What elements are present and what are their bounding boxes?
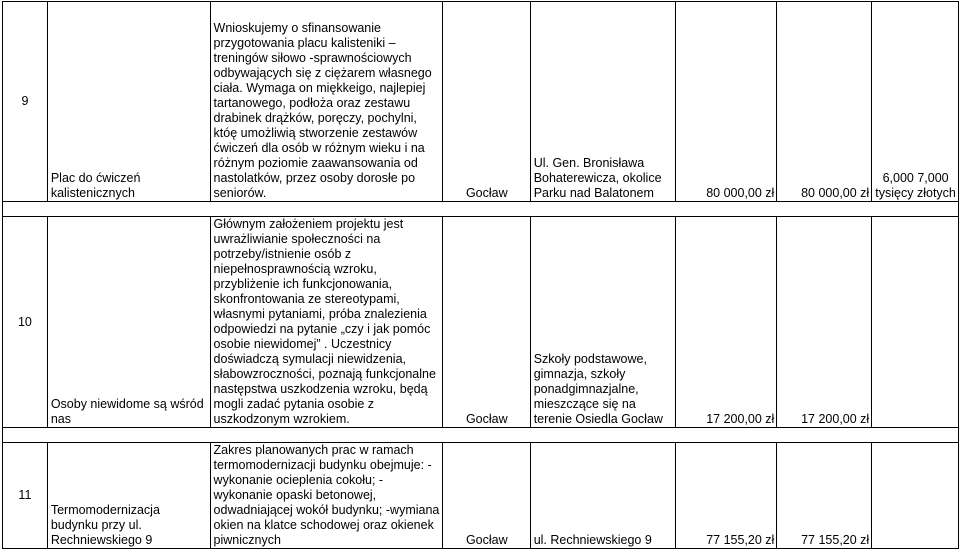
project-cost: 17 200,00 zł (676, 217, 777, 428)
row-number: 11 (3, 443, 48, 549)
table-row (3, 217, 959, 428)
project-name: Termomodernizacja budynku przy ul. Rechniewskiego 9 (47, 443, 210, 549)
project-location: ul. Rechniewskiego 9 (530, 443, 676, 549)
project-description: Wnioskujemy o sfinansowanie przygotowania placu kalisteniki – treningów siłowo -sprawnościowych odbywających się z ciężarem własnego ciała. Wymaga on miękkeigo, najlepiej tartanowego, podłoża oraz zestawu drabinek drążków, poręczy, pochylni, któę umożliwią stworzenie zestawów ćwiczeń dla osób w różnym wieku i na różnym poziomie zaawansowania od nastolatków, przez osoby dorosłe po seniorów. (210, 2, 442, 202)
project-description: Zakres planowanych prac w ramach termomodernizacji budynku obejmuje: -wykonanie ocieplenia cokołu; -wykonanie opaski betonowej, odwadniającej wokół budynku; -wymiana okien na klatce schodowej oraz okienek piwnicznych (210, 443, 442, 549)
row-spacer (3, 202, 959, 217)
row-spacer (3, 428, 959, 443)
project-district: Gocław (442, 217, 530, 428)
project-description: Głównym założeniem projektu jest uwrażliwianie społeczności na potrzeby/istnienie osób z niepełnosprawnością wzroku, przybliżenie ich funkcjonowania, skonfrontowania ze stereotypami, własnymi pytaniami, próba znalezienia odpowiedzi na pytanie „czy i jak pomóc osobie niewidomej” . Uczestnicy doświadczą symulacji niewidzenia, słabowzroczności, poznają funkcjonalne następstwa uszkodzenia wzroku, będą mogli zadać pytania osobie z uszkodzonym wzrokiem. (210, 217, 442, 428)
project-cost-total: 77 155,20 zł (777, 443, 872, 549)
project-annual-cost (872, 217, 959, 428)
row-number: 10 (3, 217, 48, 428)
row-number: 9 (3, 2, 48, 202)
project-cost-total: 80 000,00 zł (777, 2, 872, 202)
table-row (3, 2, 959, 202)
project-location: Ul. Gen. Bronisława Bohaterewicza, okolice Parku nad Balatonem (530, 2, 676, 202)
project-name: Osoby niewidome są wśród nas (47, 217, 210, 428)
project-district: Gocław (442, 443, 530, 549)
project-cost: 77 155,20 zł (676, 443, 777, 549)
project-annual-cost (872, 443, 959, 549)
project-cost-total: 17 200,00 zł (777, 217, 872, 428)
project-location: Szkoły podstawowe, gimnazja, szkoły ponadgimnazjalne, mieszczące się na terenie Osiedla Gocław (530, 217, 676, 428)
projects-table (2, 1, 959, 549)
project-district: Gocław (442, 2, 530, 202)
project-annual-cost: 6,000 7,000 tysięcy złotych (872, 2, 959, 202)
project-name: Plac do ćwiczeń kalistenicznych (47, 2, 210, 202)
project-cost: 80 000,00 zł (676, 2, 777, 202)
table-row (3, 443, 959, 549)
